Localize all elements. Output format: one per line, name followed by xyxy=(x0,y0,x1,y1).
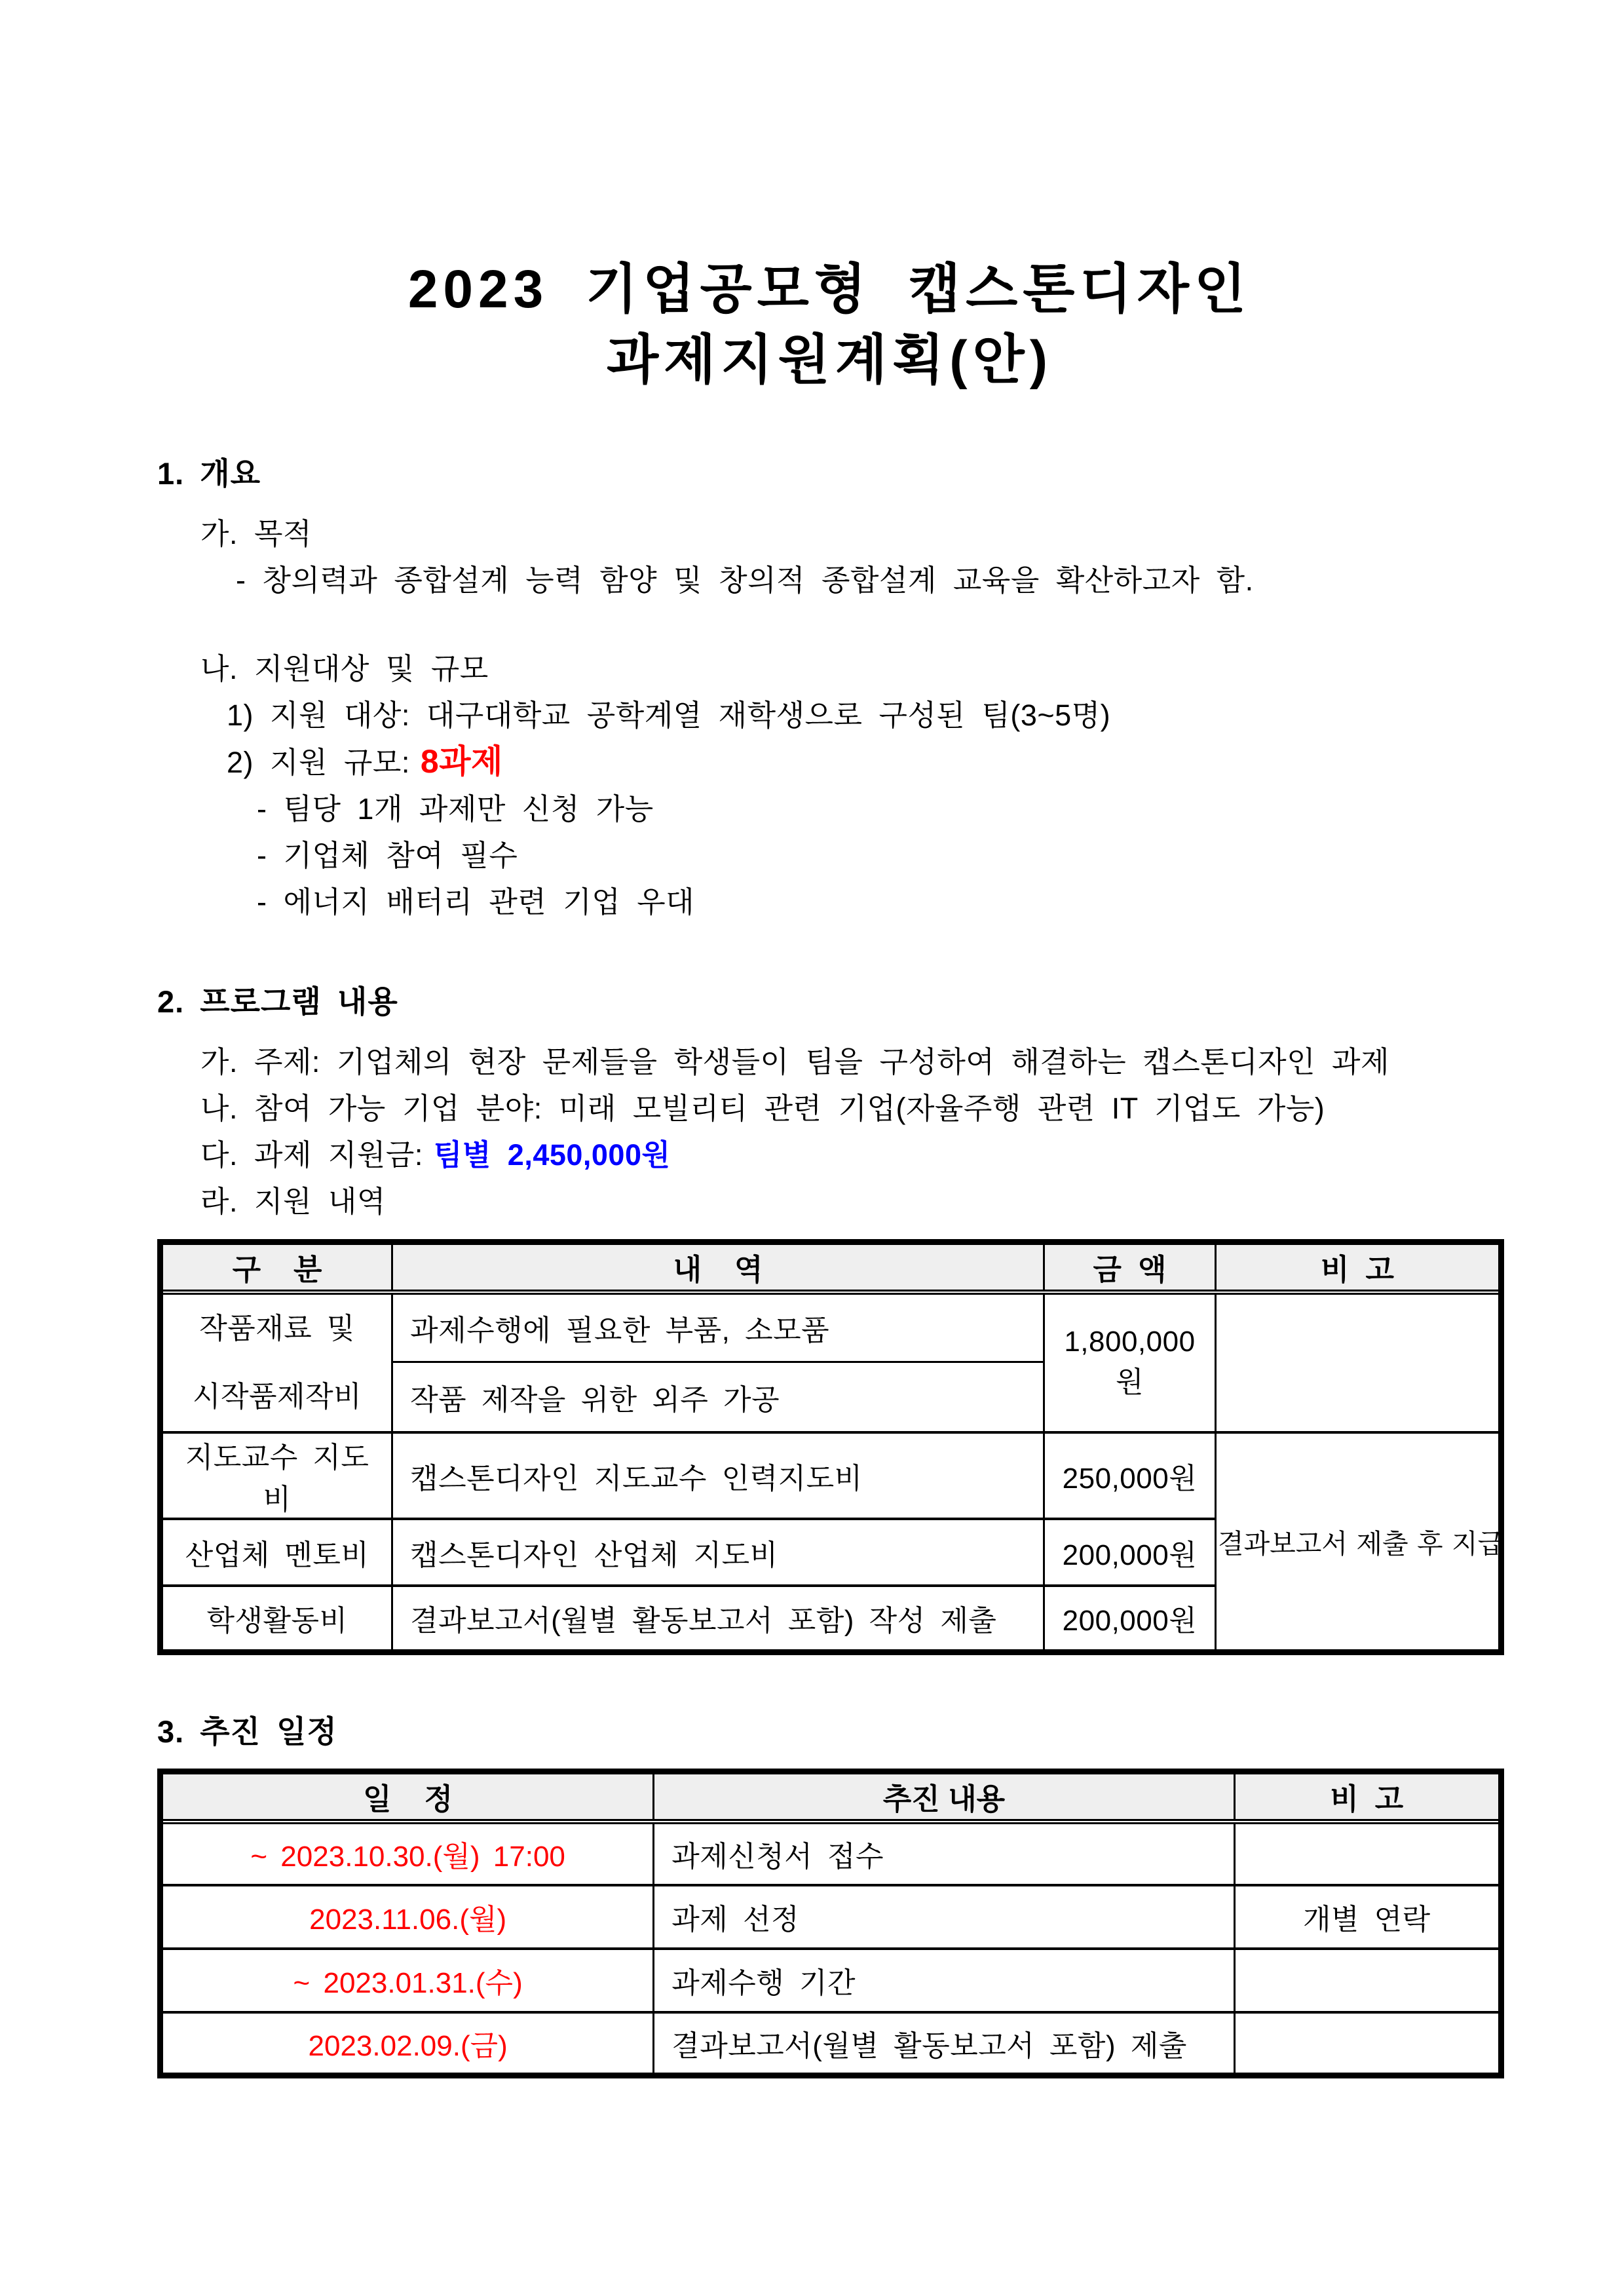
s2-field: 나. 참여 가능 기업 분야: 미래 모빌리티 관련 기업(자율주행 관련 IT 기업도 가능) xyxy=(200,1092,1325,1125)
support-amount-professor: 250,000원 xyxy=(1044,1432,1215,1519)
title-line-2: 과제지원계획(안) xyxy=(606,330,1053,390)
table-row xyxy=(161,1822,1501,1885)
s2-grant-highlight: 팀별 2,450,000원 xyxy=(433,1138,671,1172)
support-detail-student: 결과보고서(월별 활동보고서 포함) 작성 제출 xyxy=(392,1586,1044,1653)
schedule-date-report: 2023.02.09.(금) xyxy=(161,2012,654,2076)
support-cat-materials-line2: 시작품제작비 xyxy=(193,1380,362,1413)
s2-grant xyxy=(157,1132,1502,1178)
support-table-header-row xyxy=(161,1242,1501,1292)
schedule-content-report: 결과보고서(월별 활동보고서 포함) 제출 xyxy=(654,2012,1234,2076)
s1-item2-highlight: 8과제 xyxy=(420,743,503,780)
support-amount-student: 200,000원 xyxy=(1044,1586,1215,1653)
s1-item2-prefix: 2) 지원 규모: xyxy=(227,746,410,779)
schedule-date-select: 2023.11.06.(월) xyxy=(161,1885,654,1949)
support-header-note: 비 고 xyxy=(1215,1242,1501,1292)
schedule-date-apply: ~ 2023.10.30.(월) 17:00 xyxy=(161,1822,654,1885)
s1-target-item2 xyxy=(157,738,1502,786)
schedule-note-apply xyxy=(1234,1822,1501,1885)
table-row xyxy=(161,1885,1501,1949)
table-row xyxy=(161,2012,1501,2076)
table-row xyxy=(161,1432,1501,1519)
schedule-header-content: 추진 내용 xyxy=(654,1772,1234,1822)
s2-grant-prefix: 다. 과제 지원금: xyxy=(200,1138,423,1172)
table-row xyxy=(161,1949,1501,2012)
section1-heading: 1. 개요 xyxy=(157,456,261,491)
support-header-amount: 금 액 xyxy=(1044,1242,1215,1292)
support-cat-professor: 지도교수 지도비 xyxy=(161,1432,392,1519)
s1-purpose-label: 가. 목적 xyxy=(200,517,312,550)
schedule-note-select: 개별 연락 xyxy=(1234,1885,1501,1949)
support-cat-materials-line1: 작품재료 및 xyxy=(199,1312,355,1345)
schedule-content-select: 과제 선정 xyxy=(654,1885,1234,1949)
s2-detail-label: 라. 지원 내역 xyxy=(200,1185,386,1218)
schedule-table xyxy=(157,1769,1504,2078)
schedule-date-perform: ~ 2023.01.31.(수) xyxy=(161,1949,654,2012)
support-cat-mentor: 산업체 멘토비 xyxy=(161,1519,392,1586)
spacer xyxy=(157,603,1502,645)
s1-dash-3: - 에너지 배터리 관련 기업 우대 xyxy=(257,885,695,919)
s1-purpose-dash: - 창의력과 종합설계 능력 함양 및 창의적 종합설계 교육을 확산하고자 함. xyxy=(236,564,1254,597)
schedule-table-header-row xyxy=(161,1772,1501,1822)
s1-target-item1: 1) 지원 대상: 대구대학교 공학계열 재학생으로 구성된 팀(3~5명) xyxy=(227,698,1111,732)
support-detail-mentor: 캡스톤디자인 산업체 지도비 xyxy=(392,1519,1044,1586)
s1-dash-1: - 팀당 1개 과제만 신청 가능 xyxy=(257,792,654,826)
support-cat-student: 학생활동비 xyxy=(161,1586,392,1653)
schedule-content-apply: 과제신청서 접수 xyxy=(654,1822,1234,1885)
section2-heading: 2. 프로그램 내용 xyxy=(157,984,398,1019)
schedule-header-note: 비 고 xyxy=(1234,1772,1501,1822)
support-amount-mentor: 200,000원 xyxy=(1044,1519,1215,1586)
table-row xyxy=(161,1292,1501,1362)
title-line-1: 2023 기업공모형 캡스톤디자인 xyxy=(407,259,1252,319)
document-title xyxy=(157,254,1502,396)
schedule-content-perform: 과제수행 기간 xyxy=(654,1949,1234,2012)
schedule-note-report xyxy=(1234,2012,1501,2076)
s1-target-label: 나. 지원대상 및 규모 xyxy=(200,652,489,685)
section3-heading: 3. 추진 일정 xyxy=(157,1714,337,1749)
support-detail-professor: 캡스톤디자인 지도교수 인력지도비 xyxy=(392,1432,1044,1519)
s2-topic: 가. 주제: 기업체의 현장 문제들을 학생들이 팀을 구성하여 해결하는 캡스톤디자인 과제 xyxy=(200,1045,1389,1079)
support-header-detail: 내 역 xyxy=(392,1242,1044,1292)
schedule-header-date: 일 정 xyxy=(161,1772,654,1822)
support-amount-materials: 1,800,000원 xyxy=(1044,1292,1215,1432)
support-cat-materials xyxy=(161,1292,392,1432)
support-note-merged: 결과보고서 제출 후 지급 xyxy=(1215,1432,1501,1653)
schedule-note-perform xyxy=(1234,1949,1501,2012)
support-breakdown-table xyxy=(157,1239,1504,1655)
support-note-empty xyxy=(1215,1292,1501,1432)
support-header-category: 구 분 xyxy=(161,1242,392,1292)
support-detail-parts: 과제수행에 필요한 부품, 소모품 xyxy=(392,1292,1044,1362)
s1-dash-2: - 기업체 참여 필수 xyxy=(257,839,518,872)
support-detail-outsourcing: 작품 제작을 위한 외주 가공 xyxy=(392,1362,1044,1432)
